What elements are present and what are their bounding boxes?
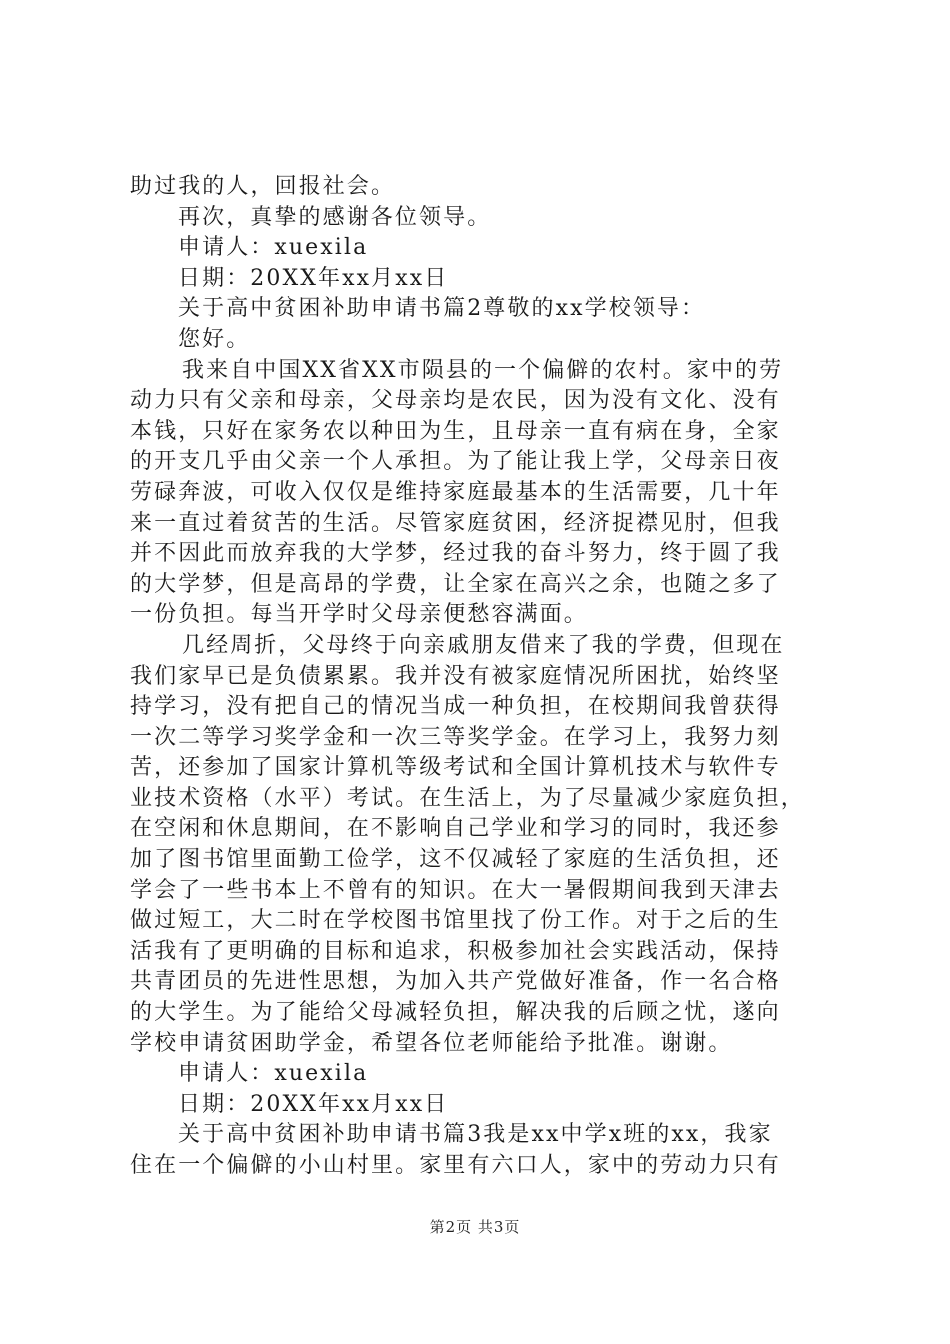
date-line: 日期：20XX年xx月xx日 [178,265,449,291]
text-line: 做过短工，大二时在学校图书馆里找了份工作。对于之后的生 [130,908,781,934]
text-line: 苦，还参加了国家计算机等级考试和全国计算机技术与软件专 [130,755,781,781]
greeting-line: 您好。 [178,326,251,352]
page-footer [0,1216,950,1237]
text-line: 活我有了更明确的目标和追求，积极参加社会实践活动，保持 [130,938,781,964]
text-line: 劳碌奔波，可收入仅仅是维持家庭最基本的生活需要，几十年 [130,479,781,505]
applicant-line: 申请人：xuexila [178,235,369,261]
section-heading: 关于高中贫困补助申请书篇3我是xx中学x班的xx，我家 [178,1122,773,1148]
text-line: 住在一个偏僻的小山村里。家里有六口人，家中的劳动力只有 [130,1153,781,1178]
text-line: 来一直过着贫苦的生活。尽管家庭贫困，经济捉襟见肘，但我 [130,510,781,536]
text-line: 几经周折，父母终于向亲戚朋友借来了我的学费，但现在 [182,632,785,658]
applicant-line: 申请人：xuexila [178,1061,369,1087]
text-line: 一次二等学习奖学金和一次三等奖学金。在学习上，我努力刻 [130,724,781,750]
text-line: 并不因此而放弃我的大学梦，经过我的奋斗努力，终于圆了我 [130,541,781,567]
text-line: 助过我的人，回报社会。 [130,174,396,199]
text-line: 加了图书馆里面勤工俭学，这不仅减轻了家庭的生活负担，还 [130,847,781,873]
text-line: 的大学生。为了能给父母减轻负担，解决我的后顾之忧，遂向 [130,1000,781,1026]
text-line: 再次，真挚的感谢各位领导。 [178,204,492,230]
text-line: 本钱，只好在家务农以种田为生，且母亲一直有病在身，全家 [130,418,781,444]
text-line: 我来自中国XX省XX市陨县的一个偏僻的农村。家中的劳 [182,357,784,383]
date-line: 日期：20XX年xx月xx日 [178,1091,449,1117]
document-body [130,172,835,1182]
text-line: 一份负担。每当开学时父母亲便愁容满面。 [130,602,588,628]
page-number: 第2页 共3页 [429,1218,521,1236]
text-line: 业技术资格（水平）考试。在生活上，为了尽量减少家庭负担， [130,785,805,811]
text-line: 的开支几乎由父亲一个人承担。为了能让我上学，父母亲日夜 [130,449,781,475]
text-line: 的大学梦，但是高昂的学费，让全家在高兴之余，也随之多了 [130,571,781,597]
section-heading: 关于高中贫困补助申请书篇2尊敬的xx学校领导： [178,296,706,322]
text-line: 我们家早已是负债累累。我并没有被家庭情况所困扰，始终坚 [130,663,781,689]
text-line: 持学习，没有把自己的情况当成一种负担，在校期间我曾获得 [130,694,781,720]
text-line: 学校申请贫困助学金，希望各位老师能给予批准。谢谢。 [130,1030,733,1056]
text-line: 在空闲和休息期间，在不影响自己学业和学习的同时，我还参 [130,816,781,842]
text-line: 学会了一些书本上不曾有的知识。在大一暑假期间我到天津去 [130,877,781,903]
text-line: 动力只有父亲和母亲，父母亲均是农民，因为没有文化、没有 [130,388,781,414]
text-line: 共青团员的先进性思想，为加入共产党做好准备，作一名合格 [130,969,781,995]
